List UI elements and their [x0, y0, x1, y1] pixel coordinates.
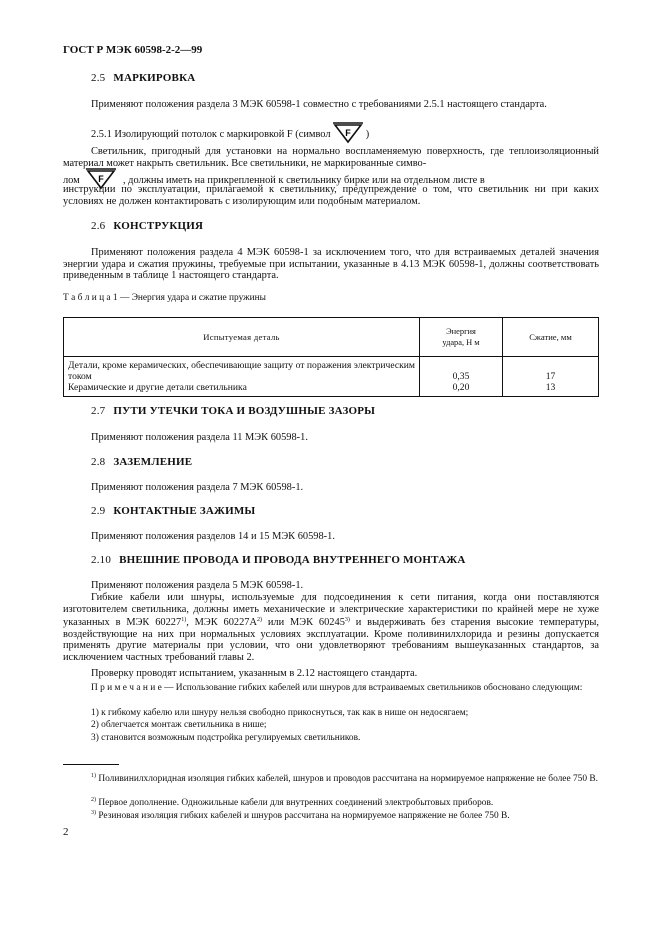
- note-text: — Использование гибких кабелей или шнуров для встраиваемых светильников обосновано следующим:: [161, 683, 583, 693]
- row-part: Керамические и другие детали светильника: [68, 382, 247, 394]
- section-2-7-heading: [91, 405, 375, 417]
- symbol-letter: F: [345, 128, 351, 138]
- footnote-text: Поливинилхлоридная изоляция гибких кабелей, шнуров и проводов рассчитана на нормируемое напряжение не более 750 В.: [96, 774, 598, 784]
- paragraph: Светильник, пригодный для установки на нормально воспламеняемую поверхность, где теплоизоляционный материал может накрыть светильник. Все светильники, не маркированные симво-: [63, 146, 599, 169]
- paragraph: Применяют положения раздела 3 МЭК 60598-1 совместно с требованиями 2.5.1 настоящего стандарта.: [91, 99, 547, 110]
- cell-part: [64, 357, 420, 397]
- section-2-9-heading: [91, 505, 255, 517]
- section-title: ПУТИ УТЕЧКИ ТОКА И ВОЗДУШНЫЕ ЗАЗОРЫ: [113, 405, 376, 417]
- table-header-row: [64, 318, 599, 357]
- text: Гибкие кабели или шнуры, используемые для подсоединения к сети питания, когда они поставляются изготовителем светильника, должны иметь механические и электрические характеристики по крайней мере не хуже указанных в МЭК 60227: [63, 592, 599, 629]
- f-symbol-icon: [333, 122, 363, 148]
- list-item: 3) становится возможным подстройка регулируемых светильников.: [91, 732, 361, 743]
- text: 2.5.1 Изолирующий потолок с маркировкой F (символ: [91, 129, 331, 141]
- caption-text: — Энергия удара и сжатие пружины: [117, 293, 266, 303]
- footnote-ref: 3): [344, 617, 350, 624]
- section-2-5-heading: [91, 72, 195, 84]
- section-number: 2.6: [91, 220, 106, 232]
- row-energy: 0,20: [452, 382, 470, 394]
- section-number: 2.9: [91, 505, 106, 517]
- footnote-ref: 2): [257, 617, 263, 624]
- section-title: ЗАЗЕМЛЕНИЕ: [113, 456, 193, 468]
- paragraph: Применяют положения разделов 14 и 15 МЭК 60598-1.: [91, 531, 335, 542]
- section-title: ВНЕШНИЕ ПРОВОДА И ПРОВОДА ВНУТРЕННЕГО МОНТАЖА: [119, 554, 466, 566]
- footnote: [63, 770, 599, 785]
- footnote-text: Резиновая изоляция гибких кабелей и шнуров рассчитана на нормируемое напряжение не более 750 В.: [96, 811, 510, 821]
- paragraph: Применяют положения раздела 5 МЭК 60598-1.: [91, 580, 304, 591]
- note-list: [91, 707, 599, 744]
- footnote-ref: 1): [181, 617, 187, 624]
- list-item: 1) к гибкому кабелю или шнуру нельзя свободно прикоснуться, так как в нише он недосягаем;: [91, 708, 469, 718]
- symbol-letter: F: [98, 174, 105, 184]
- text: , МЭК 60227А: [186, 617, 258, 629]
- row-energy: 0,35: [452, 371, 470, 383]
- paragraph: Применяют положения раздела 7 МЭК 60598-1.: [91, 482, 304, 493]
- paragraph: инструкции по эксплуатации, прилагаемой к светильнику, предупреждение о том, что светильник ни при каких условиях не должен контактировать с изолирующим или подобным материалом.: [63, 184, 599, 207]
- footnote-mark: 3): [91, 810, 96, 816]
- col-header-compression: Сжатие, мм: [503, 318, 599, 357]
- note: [63, 682, 599, 694]
- col-header-energy: [420, 318, 503, 357]
- col-header-part: Испытуемая деталь: [64, 318, 420, 357]
- table-body-row: [64, 357, 599, 397]
- header-line: удара, Н м: [442, 338, 480, 347]
- paragraph-2-5-1: [91, 122, 599, 148]
- text: ): [365, 129, 370, 141]
- document-header: ГОСТ Р МЭК 60598-2-2—99: [63, 44, 203, 56]
- section-title: КОНСТРУКЦИЯ: [113, 220, 204, 232]
- paragraph-cables: [63, 592, 599, 664]
- section-2-6-heading: [91, 220, 203, 232]
- paragraph: Применяют положения раздела 11 МЭК 60598-1.: [91, 432, 308, 443]
- footnote-text: Первое дополнение. Одножильные кабели для внутренних соединений электробытовых приборов.: [96, 798, 494, 808]
- section-number: 2.10: [91, 554, 112, 566]
- paragraph: Проверку проводят испытанием, указанным в 2.12 настоящего стандарта.: [91, 668, 418, 679]
- section-title: КОНТАКТНЫЕ ЗАЖИМЫ: [113, 505, 256, 517]
- footnote: [63, 807, 599, 822]
- cell-energy: [420, 357, 503, 397]
- caption-label: Т а б л и ц а 1: [63, 293, 118, 303]
- row-part: Детали, кроме керамических, обеспечивающие защиту от поражения электрическим током: [68, 360, 415, 383]
- page-number: 2: [63, 826, 69, 838]
- section-2-10-heading: [91, 554, 466, 566]
- header-line: Энергия: [446, 327, 476, 336]
- row-compress: 17: [545, 371, 556, 383]
- paragraph: Применяют положения раздела 4 МЭК 60598-1 за исключением того, что для встраиваемых деталей значения энергии удара и сжатия пружины, требуемые при испытании, указанные в 4.13 МЭК 60598-1, должны соответствовать приведенным в таблице 1 настоящего стандарта.: [63, 247, 599, 282]
- section-number: 2.5: [91, 72, 106, 84]
- text: или МЭК 60245: [262, 617, 345, 629]
- table-caption: [63, 293, 599, 304]
- text: , должны иметь на прикрепленной к светильнику бирке или на отдельном листе в: [122, 175, 485, 187]
- table-1: [63, 317, 599, 397]
- text: и выдерживать без старения высокие температуры, воздействующие на них при нормальных условиях эксплуатации. Кроме поливинилхлорида и резины допускается применять другие материалы при условии, что они удовлетворяют требованиям вышеуказанных стандартов, за исключением частных требований главы 2.: [63, 617, 600, 663]
- list-item: 2) облегчается монтаж светильника в нише;: [91, 720, 267, 731]
- section-2-8-heading: [91, 456, 192, 468]
- cell-compression: [503, 357, 599, 397]
- footnote-mark: 1): [91, 773, 96, 779]
- note-label: П р и м е ч а н и е: [91, 683, 162, 693]
- footnote-mark: 2): [91, 797, 96, 803]
- row-compress: 13: [545, 382, 556, 394]
- text: лом: [63, 175, 80, 187]
- section-number: 2.7: [91, 405, 106, 417]
- section-title: МАРКИРОВКА: [113, 72, 196, 84]
- footnote-divider: [63, 764, 119, 765]
- section-number: 2.8: [91, 456, 106, 468]
